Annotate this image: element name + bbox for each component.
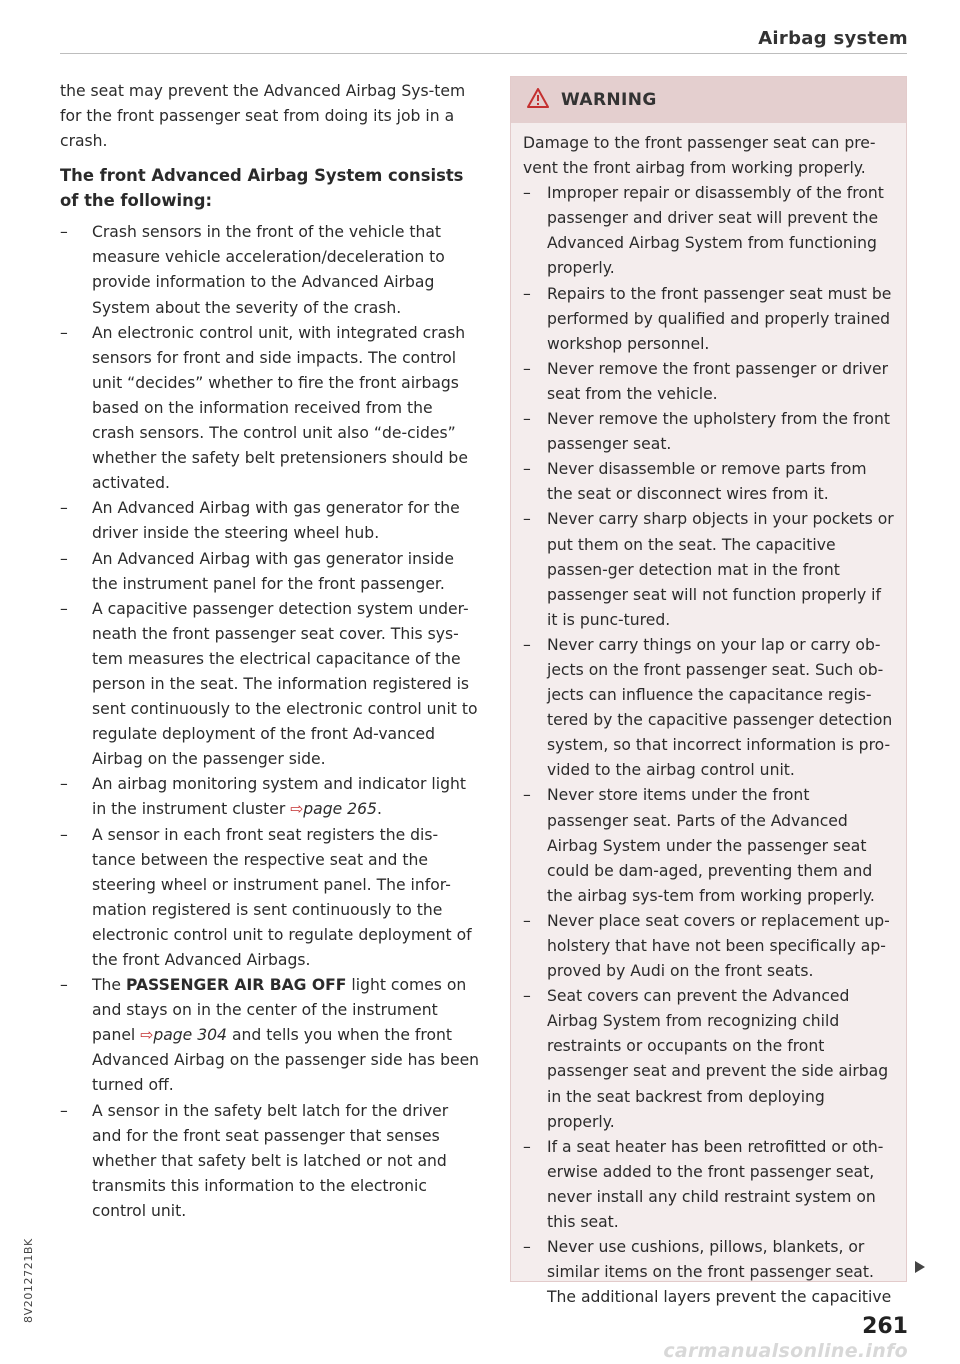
warning-item: – Never carry things on your lap or carry ob-jects on the front passenger seat. Such ob-jects can influence the capacitance regis-tered by the capacitive passenger detection system, so that incorrect information is pro-vided to the airbag control unit. — [523, 633, 894, 784]
indicator-name: PASSENGER AIR BAG OFF — [125, 976, 347, 995]
watermark: carmanualsonline.info — [663, 1340, 908, 1362]
list-item: – Crash sensors in the front of the vehicle that measure vehicle acceleration/deceleration to provide information to the Advanced Airbag System about the severity of the crash. — [60, 220, 480, 320]
warning-triangle-icon — [527, 88, 549, 112]
header-rule — [60, 53, 907, 54]
item-text: An airbag monitoring system and indicator light in the instrument cluster — [92, 775, 466, 819]
warning-item: – Never carry sharp objects in your pockets or put them on the seat. The capacitive passen-ger detection mat in the front passenger seat will not function properly if it is punc-tured. — [523, 507, 894, 632]
warning-item: – Never remove the upholstery from the front passenger seat. — [523, 407, 894, 457]
warning-item: – Repairs to the front passenger seat must be performed by qualified and properly trained workshop personnel. — [523, 282, 894, 357]
warning-box — [510, 76, 907, 1307]
page-ref-link[interactable] — [290, 800, 377, 818]
list-item — [60, 772, 480, 822]
ref-arrow-icon: ⇨ — [140, 1026, 154, 1045]
ref-arrow-icon: ⇨ — [290, 800, 304, 819]
page-ref-text: page 304 — [153, 1026, 227, 1045]
warning-intro: Damage to the front passenger seat can pre-vent the front airbag from working properly. — [523, 134, 876, 178]
list-item: – An electronic control unit, with integrated crash sensors for front and side impacts. The control unit “decides” whether to fire the front airbags based on the information received from the crash sensors. The control unit also “de-cides” whether the safety belt pretensioners should be activated. — [60, 321, 480, 497]
document-code: 8V2012721BK — [22, 1238, 35, 1323]
item-text: . — [376, 800, 382, 819]
list-item: – An Advanced Airbag with gas generator for the driver inside the steering wheel hub. — [60, 496, 480, 546]
page-ref-link[interactable] — [140, 1026, 227, 1044]
warning-item: – Seat covers can prevent the Advanced Airbag System from recognizing child restraints or occupants on the front passenger seat and prevent the side airbag in the seat backrest from deploying properly. — [523, 984, 894, 1135]
warning-item: – Never use cushions, pillows, blankets, or similar items on the front passenger seat. The additional layers prevent the capacitive — [523, 1235, 894, 1310]
warning-item: – If a seat heater has been retrofitted or oth-erwise added to the front passenger seat, never install any child restraint system on this seat. — [523, 1135, 894, 1235]
left-column — [60, 79, 480, 1224]
page-number: 261 — [862, 1314, 908, 1339]
list-item: – An Advanced Airbag with gas generator inside the instrument panel for the front passenger. — [60, 547, 480, 597]
item-text: The — [92, 976, 126, 995]
warning-item: – Never store items under the front passenger seat. Parts of the Advanced Airbag System under the passenger seat could be dam-aged, preventing them and the airbag sys-tem from working properly. — [523, 783, 894, 908]
list-item: – A capacitive passenger detection system under-neath the front passenger seat cover. This sys-tem measures the electrical capacitance of the person in the seat. The information registered is sent continuously to the electronic control unit to regulate deployment of the front Ad-vanced Airbag on the passenger side. — [60, 597, 480, 773]
warning-header — [511, 77, 906, 123]
component-list — [60, 220, 480, 1224]
intro-paragraph: the seat may prevent the Advanced Airbag Sys-tem for the front passenger seat from doing its job in a crash. — [60, 82, 466, 151]
item-text: and tells you when the front Advanced Airbag on the passenger side has been turned off. — [92, 1026, 480, 1095]
warning-item: – Never remove the front passenger or driver seat from the vehicle. — [523, 357, 894, 407]
section-title: Airbag system — [758, 28, 908, 49]
warning-label: WARNING — [561, 90, 657, 110]
continue-arrow-icon — [913, 1259, 927, 1278]
warning-item: – Never place seat covers or replacement up-holstery that have not been specifically ap-proved by Audi on the front seats. — [523, 909, 894, 984]
list-item: – A sensor in each front seat registers the dis-tance between the respective seat and the steering wheel or instrument panel. The infor-mation registered is sent continuously to the electronic control unit to regulate deployment of the front Advanced Airbags. — [60, 823, 480, 974]
subheading: The front Advanced Airbag System consists of the following: — [60, 166, 464, 211]
warning-item: – Never disassemble or remove parts from the seat or disconnect wires from it. — [523, 457, 894, 507]
page-ref-text: page 265 — [303, 800, 377, 819]
warning-body — [511, 123, 906, 1310]
warning-list — [523, 181, 894, 1310]
list-item: – A sensor in the safety belt latch for the driver and for the front seat passenger that senses whether that safety belt is latched or not and transmits this information to the electronic control unit. — [60, 1099, 480, 1224]
list-item — [60, 973, 480, 1098]
warning-item: – Improper repair or disassembly of the front passenger and driver seat will prevent the Advanced Airbag System from functioning properly. — [523, 181, 894, 281]
item-text: light comes on and stays on in the center of the instrument panel — [92, 976, 467, 1045]
